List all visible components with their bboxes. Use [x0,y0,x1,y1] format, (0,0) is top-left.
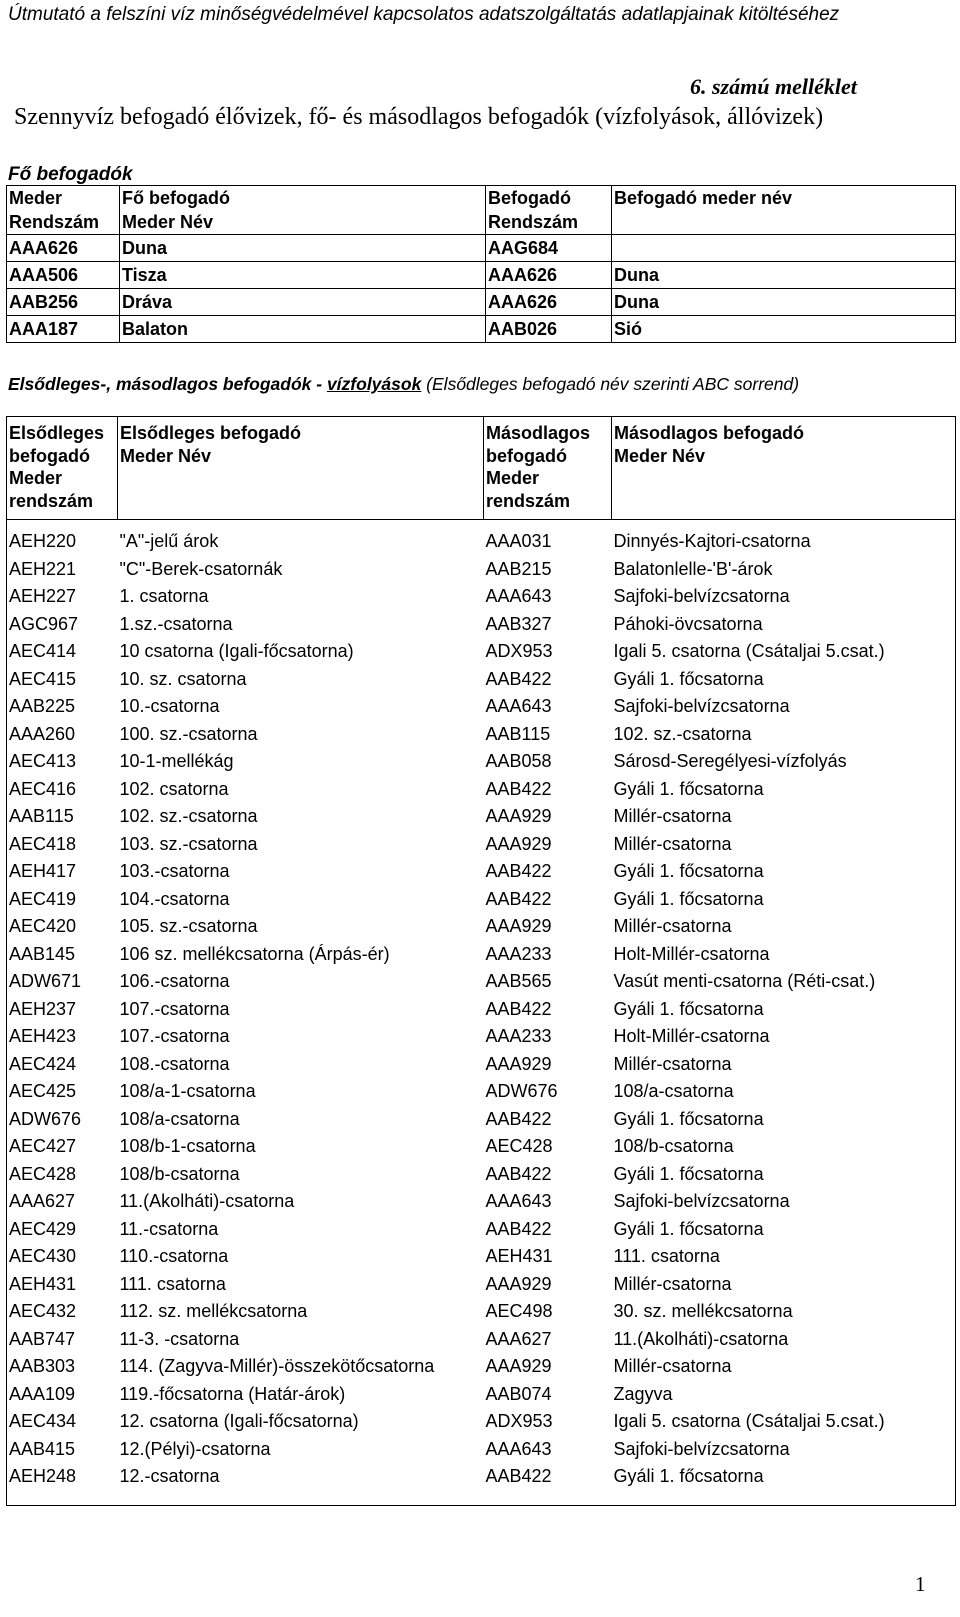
table-cell: ADW671 [9,971,82,991]
table-cell: AAA187 [7,316,120,343]
table-cell: AAB115 [485,723,551,744]
table-cell: Gyáli 1. főcsatorna [613,778,764,799]
table-cell: "A"-jelű árok [119,531,219,551]
table-cell: 11.(Akolháti)-csatorna [119,1191,295,1211]
table-cell: 108/b-csatorna [613,1136,734,1156]
table-cell: Sajfoki-belvízcsatorna [613,696,790,716]
table-cell: 104.-csatorna [119,888,230,909]
header-line: Meder [9,188,63,208]
table-cell: AAB422 [485,668,552,689]
table-row [7,886,956,914]
table-cell: Gyáli 1. főcsatorna [613,668,764,689]
header-line [614,210,955,234]
table-cell: AEC430 [9,1246,77,1266]
table-row [7,1051,956,1079]
page-title: Szennyvíz befogadó élővizek, fő- és másodlagos befogadók (vízfolyások, állóvizek) [14,104,824,130]
header-line: Befogadó meder név [614,188,793,208]
table-row [7,1381,956,1409]
table-row [7,1463,956,1491]
table-cell: AAA643 [485,586,552,606]
table-cell: AAB422 [485,998,552,1019]
table-cell: 110.-csatorna [119,1246,229,1266]
table-cell: Balatonlelle-'B'-árok [613,558,773,579]
table-cell: AAB256 [7,289,120,316]
table-cell: ADX953 [485,641,553,661]
table-cell: AEC498 [485,1301,553,1321]
table-cell: AAA260 [9,723,76,744]
table-cell: AAA929 [485,1273,552,1294]
table-cell: AAA627 [485,1328,552,1349]
table-row [7,941,956,969]
table-cell: AAA109 [9,1383,76,1404]
document-header: Útmutató a felszíni víz minőségvédelmével kapcsolatos adatszolgáltatás adatlapjainak kitöltéséhez [8,4,840,25]
table-cell: Gyáli 1. főcsatorna [613,1163,764,1184]
table-cell: AAA929 [485,833,552,854]
table-row [7,803,956,831]
table-cell: AAB303 [9,1356,76,1376]
table-cell: AAB422 [485,888,552,909]
table-cell: 1. csatorna [119,586,209,606]
spacer-cell [484,520,612,529]
table-row [7,638,956,666]
table-cell: 10.-csatorna [119,696,220,716]
table-cell: Duna [120,235,486,262]
table-cell: Sajfoki-belvízcsatorna [613,586,790,606]
table-cell: 114. (Zagyva-Millér)-összekötőcsatorna [119,1356,435,1376]
table-cell: Millér-csatorna [613,1273,732,1294]
header-line: Másodlagos [486,423,591,443]
table-row [7,1133,956,1161]
spacer-cell [118,520,484,529]
spacer-cell [612,1491,956,1506]
table-cell: AEC424 [9,1053,77,1074]
spacer-row [7,1491,956,1506]
table-row [7,1353,956,1381]
table-cell: Balaton [120,316,486,343]
table-cell: Vasút menti-csatorna (Réti-csat.) [613,971,876,991]
table-cell: 102. sz.-csatorna [613,723,752,744]
spacer-cell [118,1491,484,1506]
header-line: Rendszám [488,212,579,232]
spacer-row [7,520,956,529]
table-cell: AAA627 [9,1191,76,1211]
table-row [7,1023,956,1051]
table-cell: 112. sz. mellékcsatorna [119,1301,308,1321]
table-cell: Millér-csatorna [613,833,732,854]
table-cell: 108/b-1-csatorna [119,1136,256,1156]
table-cell: AAA506 [7,262,120,289]
table-cell: 10-1-mellékág [119,751,234,771]
table-cell: 103. sz.-csatorna [119,833,258,854]
main-section-title: Fő befogadók [8,164,133,185]
table-cell: 108/b-csatorna [119,1163,240,1184]
table-cell: 12.-csatorna [119,1466,220,1486]
header-line: Meder [486,468,540,488]
table-cell: 12.(Pélyi)-csatorna [119,1438,271,1459]
table-cell: AEH221 [9,558,77,579]
table-cell: Gyáli 1. főcsatorna [613,1466,764,1486]
table-row [7,1188,956,1216]
table-cell: AAB225 [9,696,76,716]
table-cell: AGC967 [9,613,79,634]
table-row [7,583,956,611]
table-cell: AAB422 [485,1218,552,1239]
table-cell: AAB215 [485,558,552,579]
table-row [7,611,956,639]
table-cell: Sajfoki-belvízcsatorna [613,1438,790,1459]
table-cell: AEH248 [9,1466,77,1486]
table-row [7,1436,956,1464]
table-row [7,748,956,776]
table-row [7,1078,956,1106]
secondary-header-cell [7,417,118,520]
table-cell: Millér-csatorna [613,806,732,826]
table-cell: 11.(Akolháti)-csatorna [613,1328,789,1349]
header-line: befogadó [486,445,567,466]
table-cell: ADW676 [485,1081,558,1101]
table-cell: AEC418 [9,833,77,854]
table-cell: AEH423 [9,1026,77,1046]
table-cell: AAB422 [485,1108,552,1129]
table-cell: Duna [612,289,956,316]
table-row [7,721,956,749]
table-cell: AAA643 [485,1438,552,1459]
table-row [7,289,956,316]
main-receivers-table [6,185,956,343]
table-cell: 10 csatorna (Igali-főcsatorna) [119,641,354,661]
table-cell: AEH417 [9,861,77,881]
table-cell: 111. csatorna [613,1246,720,1266]
table-cell: AEC416 [9,778,77,799]
table-cell: AAA031 [485,531,552,551]
table-cell: Sió [612,316,956,343]
header-line: Meder Név [614,445,706,466]
table-cell: AEC429 [9,1218,77,1239]
table-cell: 108/a-csatorna [119,1108,240,1129]
annex-label: 6. számú melléklet [690,74,857,99]
table-cell: AAA643 [485,696,552,716]
table-cell: AEC413 [9,751,77,771]
table-cell: AEC419 [9,888,77,909]
table-cell: Duna [612,262,956,289]
table-cell: AAA929 [485,806,552,826]
table-row [7,968,956,996]
table-row [7,996,956,1024]
table-cell: AAA626 [486,289,612,316]
table-row [7,1243,956,1271]
table-cell: 30. sz. mellékcsatorna [613,1301,793,1321]
table-row [7,316,956,343]
table-row [7,235,956,262]
table-cell: AEC415 [9,668,77,689]
table-cell: Holt-Millér-csatorna [613,1026,770,1046]
header-line: rendszám [9,490,94,511]
table-cell: AAA929 [485,1053,552,1074]
table-cell: 106.-csatorna [119,971,230,991]
table-cell: AEC432 [9,1301,77,1321]
table-row [7,1298,956,1326]
table-cell: Sárosd-Seregélyesi-vízfolyás [613,751,847,771]
table-row [7,556,956,584]
table-cell: 102. csatorna [119,778,229,799]
header-line: Elsődleges [9,423,105,443]
table-row [7,666,956,694]
main-header-cell [486,186,612,235]
table-row [7,776,956,804]
table-cell: AAA626 [7,235,120,262]
table-cell: AAA626 [486,262,612,289]
table-cell: AAA233 [485,1026,552,1046]
table-cell: AAB415 [9,1438,76,1459]
table-cell [612,235,956,262]
table-row [7,831,956,859]
secondary-header-cell [484,417,612,520]
table-cell: AAB074 [485,1383,552,1404]
table-cell: Gyáli 1. főcsatorna [613,861,764,881]
table-cell: 106 sz. mellékcsatorna (Árpás-ér) [119,943,390,964]
table-row [7,1161,956,1189]
header-line: Meder Név [120,445,212,466]
table-cell: AAA929 [485,1356,552,1376]
table-cell: AAB026 [486,316,612,343]
table-cell: Dinnyés-Kajtori-csatorna [613,531,811,551]
table-cell: AAA233 [485,943,552,964]
header-line: Meder [9,468,63,488]
table-cell: Millér-csatorna [613,916,732,936]
table-cell: 119.-főcsatorna (Határ-árok) [119,1383,346,1404]
table-cell: AEH237 [9,998,77,1019]
table-row [7,528,956,556]
table-cell: "C"-Berek-csatornák [119,558,283,579]
table-cell: Tisza [120,262,486,289]
header-line: Rendszám [9,212,100,232]
table-cell: Gyáli 1. főcsatorna [613,998,764,1019]
secondary-receivers-table [6,416,956,1506]
table-row [7,1326,956,1354]
table-cell: Sajfoki-belvízcsatorna [613,1191,790,1211]
table-cell: Igali 5. csatorna (Csátaljai 5.csat.) [613,641,885,661]
main-header-cell [7,186,120,235]
secondary-table-header-row [7,417,956,520]
table-cell: 111. csatorna [119,1273,226,1294]
table-cell: 108/a-csatorna [613,1081,734,1101]
table-cell: Gyáli 1. főcsatorna [613,1108,764,1129]
header-line: Meder Név [122,212,214,232]
header-line: Másodlagos befogadó [614,423,805,443]
table-cell: 105. sz.-csatorna [119,916,258,936]
table-cell: AAB115 [9,806,74,826]
table-cell: AAB058 [485,751,552,771]
table-row [7,262,956,289]
table-cell: AAA929 [485,916,552,936]
table-cell: AAB565 [485,971,552,991]
spacer-cell [7,520,118,529]
table-cell: Millér-csatorna [613,1356,732,1376]
table-row [7,1216,956,1244]
table-cell: AAB422 [485,778,552,799]
table-cell: 108.-csatorna [119,1053,230,1074]
table-cell: 107.-csatorna [119,998,230,1019]
table-cell: AAB747 [9,1328,76,1349]
table-row [7,913,956,941]
table-cell: AAB327 [485,613,552,634]
table-cell: AEC414 [9,641,77,661]
table-cell: AAA643 [485,1191,552,1211]
table-cell: AEC420 [9,916,77,936]
main-header-cell [120,186,486,235]
table-cell: 100. sz.-csatorna [119,723,258,744]
table-cell: AAB422 [485,1163,552,1184]
table-row [7,693,956,721]
table-cell: AAB422 [485,861,552,881]
table-cell: ADX953 [485,1411,553,1431]
main-table-header-row [7,186,956,235]
table-cell: Igali 5. csatorna (Csátaljai 5.csat.) [613,1411,885,1431]
table-cell: Zagyva [613,1383,673,1404]
secondary-header-cell [612,417,956,520]
table-cell: AEC428 [485,1136,553,1156]
table-row [7,1408,956,1436]
table-cell: 108/a-1-csatorna [119,1081,256,1101]
spacer-cell [7,1491,118,1506]
table-cell: 103.-csatorna [119,861,230,881]
table-cell: Dráva [120,289,486,316]
table-cell: AEH220 [9,531,77,551]
header-line: rendszám [486,490,571,511]
table-cell: Holt-Millér-csatorna [613,943,770,964]
header-line: Befogadó [488,188,571,208]
table-cell: 10. sz. csatorna [119,668,247,689]
table-cell: AEC425 [9,1081,77,1101]
spacer-cell [612,520,956,529]
table-row [7,1271,956,1299]
page-number: 1 [915,1572,926,1596]
table-cell: Páhoki-övcsatorna [613,613,763,634]
spacer-cell [484,1491,612,1506]
secondary-header-cell [118,417,484,520]
table-cell: 1.sz.-csatorna [119,613,233,634]
table-cell: AEH227 [9,586,77,606]
table-cell: ADW676 [9,1108,82,1129]
secondary-section-title: Elsődleges-, másodlagos befogadók - vízfolyások (Elsődleges befogadó név szerinti ABC sorrend) [8,374,800,394]
table-cell: AAG684 [486,235,612,262]
table-cell: AEC434 [9,1411,77,1431]
table-cell: Gyáli 1. főcsatorna [613,888,764,909]
table-cell: AAB145 [9,943,76,964]
table-cell: 107.-csatorna [119,1026,230,1046]
table-cell: AEH431 [9,1273,77,1294]
header-line: befogadó [9,445,90,466]
table-cell: AEC428 [9,1163,77,1184]
table-row [7,858,956,886]
table-cell: 11.-csatorna [119,1218,219,1239]
main-header-cell [612,186,956,235]
table-cell: AAB422 [485,1466,552,1486]
table-cell: AEH431 [485,1246,553,1266]
table-cell: 12. csatorna (Igali-főcsatorna) [119,1411,359,1431]
table-row [7,1106,956,1134]
table-cell: AEC427 [9,1136,77,1156]
table-cell: 11-3. -csatorna [119,1328,240,1349]
header-line: Fő befogadó [122,188,230,208]
table-cell: Millér-csatorna [613,1053,732,1074]
header-line: Elsődleges befogadó [120,423,302,443]
table-cell: Gyáli 1. főcsatorna [613,1218,764,1239]
table-cell: 102. sz.-csatorna [119,806,258,826]
